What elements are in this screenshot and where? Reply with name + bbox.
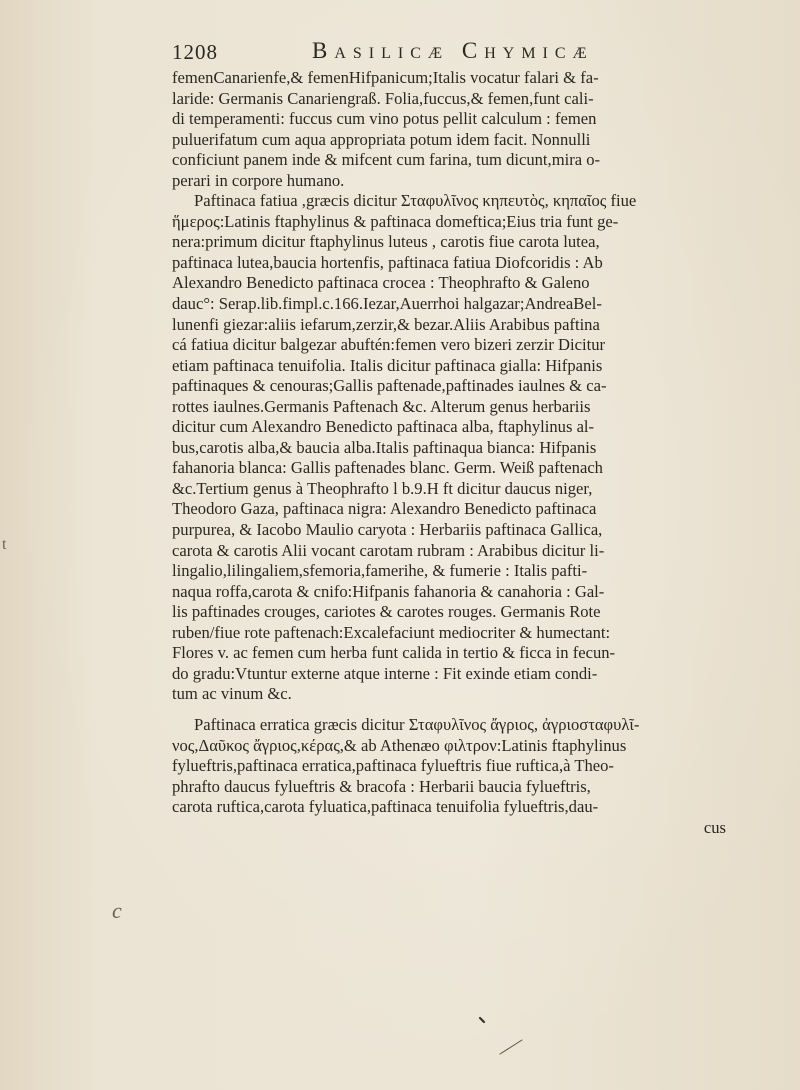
text-line: Alexandro Benedicto paftinaca crocea : Theophrafto & Galeno <box>172 273 590 293</box>
text-line: paftinaca lutea,baucia hortenfis, paftinaca fatiua Diofcoridis : Ab <box>172 252 603 272</box>
text-line: laride: Germanis Canariengraß. Folia,fuccus,& femen,funt cali- <box>172 88 594 108</box>
text-line: carota ruftica,carota fyluatica,paftinaca tenuifolia fylueftris,dau- <box>172 797 599 817</box>
text-line: cá fatiua dicitur balgezar abuftén:femen vero bizeri zerzir Dicitur <box>172 335 606 355</box>
text-line: νος,Δαῦκος ἄγριος,κέρας,& ab Athenæo φιλτρον:Latinis ftaphylinus <box>172 735 627 755</box>
text-line: Flores v. ac femen cum herba funt calida in tertio & ficca in fecun- <box>172 643 616 663</box>
ink-stroke-icon <box>470 1010 540 1060</box>
text-line: ruben/fiue rote paftenach:Excalefaciunt mediocriter & humectant: <box>172 622 611 642</box>
text-line: &c.Tertium genus à Theophrafto l b.9.H ft dicitur daucus niger, <box>172 478 593 498</box>
page-number: 1208 <box>172 40 218 64</box>
margin-mark: c <box>112 898 122 923</box>
text-line: etiam paftinaca tenuifolia. Italis dicitur paftinaca gialla: Hifpanis <box>172 355 603 375</box>
text-line: do gradu:Vtuntur externe atque interne : Fit exinde etiam condi- <box>172 663 598 683</box>
text-line: Theodoro Gaza, paftinaca nigra: Alexandro Benedicto paftinaca <box>172 499 597 519</box>
text-line: di temperamenti: fuccus cum vino potus pellit calculum : femen <box>172 109 597 129</box>
text-line: femenCanarienfe,& femenHifpanicum;Italis vocatur falari & fa- <box>172 68 599 87</box>
text-line: lunenfi giezar:aliis iefarum,zerzir,& bezar.Aliis Arabibus paftina <box>172 314 600 334</box>
catchword: cus <box>703 817 726 837</box>
text-line: rottes iaulnes.Germanis Paftenach &c. Alterum genus herbariis <box>172 396 591 416</box>
text-line: ἥμερος:Latinis ftaphylinus & paftinaca domeftica;Eius tria funt ge- <box>172 211 619 231</box>
text-line: carota & carotis Alii vocant carotam rubram : Arabibus dicitur li- <box>172 540 605 560</box>
margin-mark: t <box>2 536 7 553</box>
text-line: Paftinaca erratica græcis dicitur Σταφυλῖνος ἄγριος, ἀγριοσταφυλῖ- <box>194 714 640 734</box>
text-line: dauc°: Serap.lib.fimpl.c.166.Iezar,Auerrhoi halgazar;AndreaBel- <box>172 294 602 314</box>
paragraph-gap <box>172 705 732 715</box>
text-line: lingalio,lilingaliem,sfemoria,famerihe, & fumerie : Italis pafti- <box>172 561 588 581</box>
text-line: fylueftris,paftinaca erratica,paftinaca fylueftris fiue ruftica,à Theo- <box>172 756 614 776</box>
text-line: naqua roffa,carota & cnifo:Hifpanis fahanoria & canahoria : Gal- <box>172 581 605 601</box>
text-line: conficiunt panem inde & mifcent cum farina, tum dicunt,mira o- <box>172 150 601 170</box>
text-line: paftinaques & cenouras;Gallis paftenade,paftinades iaulnes & ca- <box>172 376 607 396</box>
text-line: fahanoria blanca: Gallis paftenades blanc. Germ. Weiß paftenach <box>172 458 603 478</box>
text-line: nera:primum dicitur ftaphylinus luteus , carotis fiue carota lutea, <box>172 232 600 252</box>
text-line: perari in corpore humano. <box>172 170 345 190</box>
text-line: phrafto daucus fylueftris & bracofa : Herbarii baucia fylueftris, <box>172 776 591 796</box>
text-line: lis paftinades crouges, cariotes & carotes rouges. Germanis Rote <box>172 602 601 622</box>
text-line: purpurea, & Iacobo Maulio caryota : Herbariis paftinaca Gallica, <box>172 520 603 540</box>
text-line: Paftinaca fatiua ,græcis dicitur Σταφυλῖνος κηπευτὸς, κηπαῖος fiue <box>194 191 637 211</box>
text-line: puluerifatum cum aqua appropriata potum idem facit. Nonnulli <box>172 129 591 149</box>
body-text <box>172 68 732 838</box>
running-head: Basilicæ Chymicæ <box>312 38 594 63</box>
text-line: bus,carotis alba,& baucia alba.Italis paftinaqua bianca: Hifpanis <box>172 437 597 457</box>
text-line: dicitur cum Alexandro Benedicto paftinaca alba, ftaphylinus al- <box>172 417 595 437</box>
text-line: tum ac vinum &c. <box>172 684 292 704</box>
